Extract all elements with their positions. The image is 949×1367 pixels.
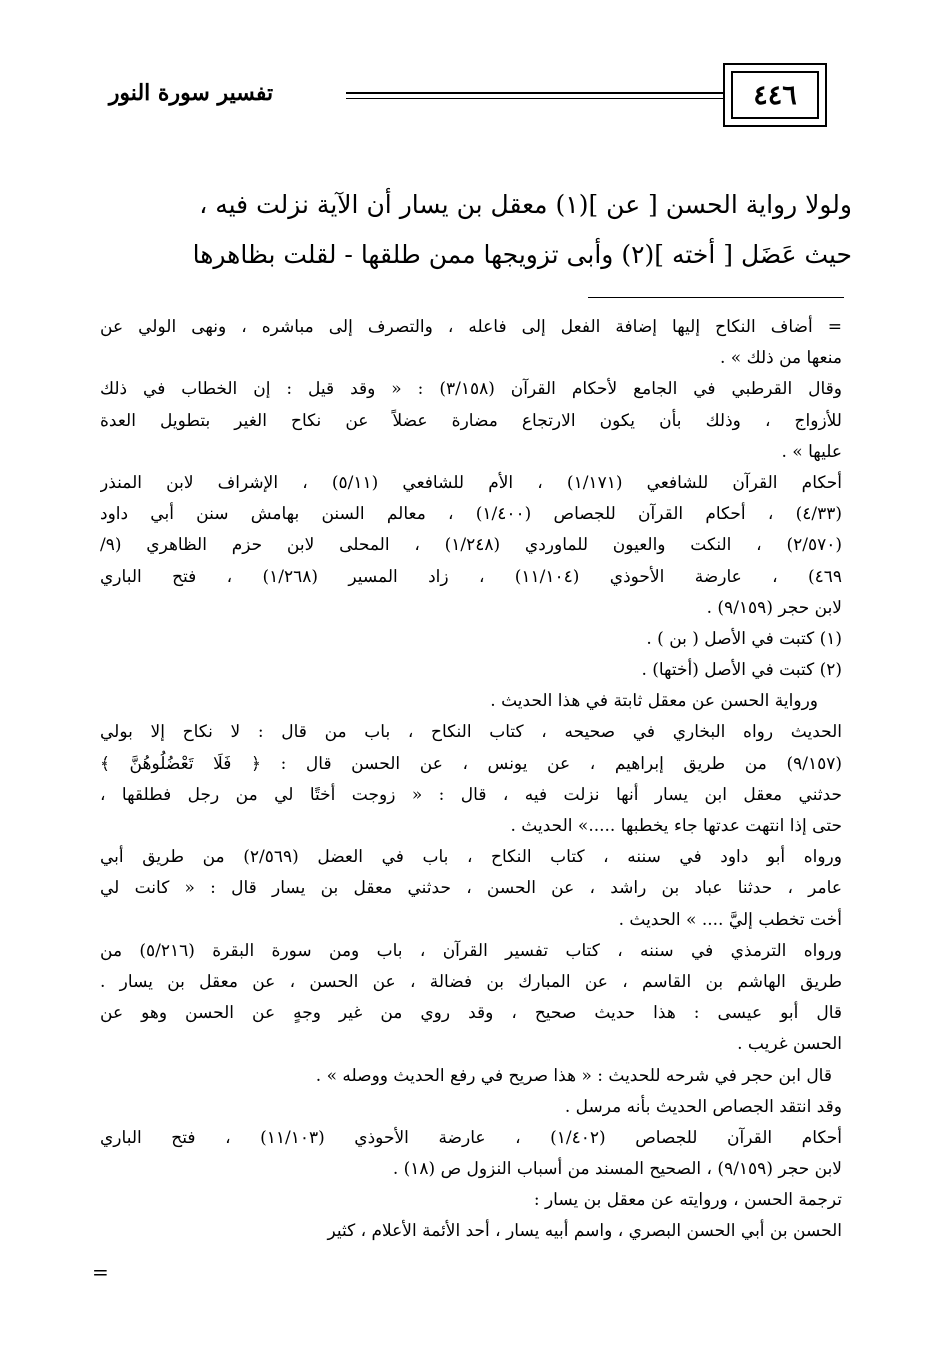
- footnote-line: ورواه الترمذي في سننه ، كتاب تفسير القرآن ، باب ومن سورة البقرة (٥/٢١٦) من: [100, 940, 842, 961]
- footnote-line: الحديث رواه البخاري في صحيحه ، كتاب النكاح ، باب من قال : لا نكاح إلا بولي: [100, 722, 842, 743]
- footnote-line: قال أبو عيسى : هذا حديث صحيح ، وقد روي من غير وجهٍ عن الحسن وهو عن: [100, 1003, 842, 1024]
- main-text-line: ولولا رواية الحسن [ عن ](١) معقل بن يسار أن الآية نزلت فيه ،: [199, 190, 852, 219]
- footnote-line: (٩/١٥٧) من طريق إبراهيم ، عن يونس ، عن الحسن قال : ﴿ فَلَا تَعْضُلُوهُنَّ ﴾: [100, 753, 842, 774]
- continuation-mark: =: [92, 1260, 109, 1284]
- main-text-line: حيث عَضَل [ أخته ](٢) وأبى تزويجها ممن طلقها - لقلت بظاهرها: [192, 240, 852, 269]
- footnote-line: طريق الهاشم بن القاسم ، عن المبارك بن فضالة ، عن الحسن ، عن معقل بن يسار .: [100, 971, 842, 992]
- footnote-separator: [588, 297, 844, 298]
- footnote-line: عليها » .: [781, 441, 842, 462]
- header-rule: [346, 92, 723, 94]
- main-text: [92, 180, 852, 280]
- footnote-line: الحسن بن أبي الحسن البصري ، واسم أبيه يسار ، أحد الأئمة الأعلام ، كثير: [327, 1221, 842, 1242]
- footnote-line: (٤/٣٣) ، أحكام القرآن للجصاص (١/٤٠٠) ، معالم السنن بهامش سنن أبي داود: [100, 504, 842, 525]
- footnote-line: وقال القرطبي في الجامع لأحكام القرآن (٣/١٥٨) : « وقد قيل : إن الخطاب في ذلك: [100, 379, 842, 400]
- footnote-line: حتى إذا انتهت عدتها جاء يخطبها .....» الحديث .: [510, 816, 842, 836]
- page-number-box: [723, 63, 827, 127]
- running-title: تفسير سورة النور: [108, 80, 274, 106]
- footnote-line: (٢/٥٧٠) ، النكت والعيون للماوردي (١/٢٤٨) ، المحلى لابن حزم الظاهري (٩/: [100, 535, 842, 556]
- footnote-line: لابن حجر (٩/١٥٩) ، الصحيح المسند من أسباب النزول ص (١٨) .: [392, 1159, 842, 1180]
- footnote-line: (١) كتبت في الأصل ( بن ) .: [646, 628, 842, 649]
- footnote-line: لابن حجر (٩/١٥٩) .: [706, 597, 842, 618]
- footnote-line: أحكام القرآن للشافعي (١/١٧١) ، الأم للشافعي (٥/١١) ، الإشراف لابن المنذر: [100, 472, 842, 493]
- footnote-line: ترجمة الحسن ، وروايته عن معقل بن يسار :: [533, 1190, 842, 1211]
- footnote-line: ورواه أبو داود في سننه ، كتاب النكاح ، باب في العضل (٢/٥٦٩) من طريق أبي: [100, 847, 842, 868]
- footnote-line: عامر ، حدثنا عباد بن راشد ، عن الحسن ، حدثني معقل بن يسار قال : « كانت لي: [100, 878, 842, 899]
- footnote-line: أخت تخطب إليَّ .... » الحديث .: [618, 909, 842, 930]
- footnote-line: ٤٦٩) ، عارضة الأحوذي (١١/١٠٤) ، زاد المسير (١/٢٦٨) ، فتح الباري: [100, 566, 842, 587]
- footnote-line: (٢) كتبت في الأصل (أختها) .: [641, 660, 842, 681]
- footnote-line: الحسن غريب .: [737, 1034, 842, 1055]
- page-number: ٤٤٦: [731, 71, 819, 119]
- footnote-line: قال ابن حجر في شرحه للحديث : « هذا صريح في رفع الحديث ووصله » .: [315, 1065, 832, 1086]
- footnote-line: وقد انتقد الجصاص الحديث بأنه مرسل .: [564, 1096, 842, 1117]
- footnote-line: ورواية الحسن عن معقل ثابتة في هذا الحديث .: [490, 691, 818, 712]
- footnote-line: = أضاف النكاح إليها إضافة الفعل إلى فاعله ، والتصرف إلى مباشره ، ونهى الولي عن: [100, 317, 842, 337]
- footnote-line: منعها من ذلك » .: [720, 348, 842, 369]
- footnote-line: أحكام القرآن للجصاص (١/٤٠٢) ، عارضة الأحوذي (١١/١٠٣) ، فتح الباري: [100, 1127, 842, 1148]
- footnote-line: للأزواج ، وذلك بأن يكون الارتجاع مضارة عضلاً عن نكاح الغير بتطويل العدة: [100, 410, 842, 431]
- footnotes: [100, 312, 842, 1248]
- header-rule-thin: [346, 98, 723, 99]
- footnote-line: حدثني معقل ابن يسار أنها نزلت فيه ، قال : « زوجت أختًا لي من رجل فطلقها ،: [100, 784, 842, 805]
